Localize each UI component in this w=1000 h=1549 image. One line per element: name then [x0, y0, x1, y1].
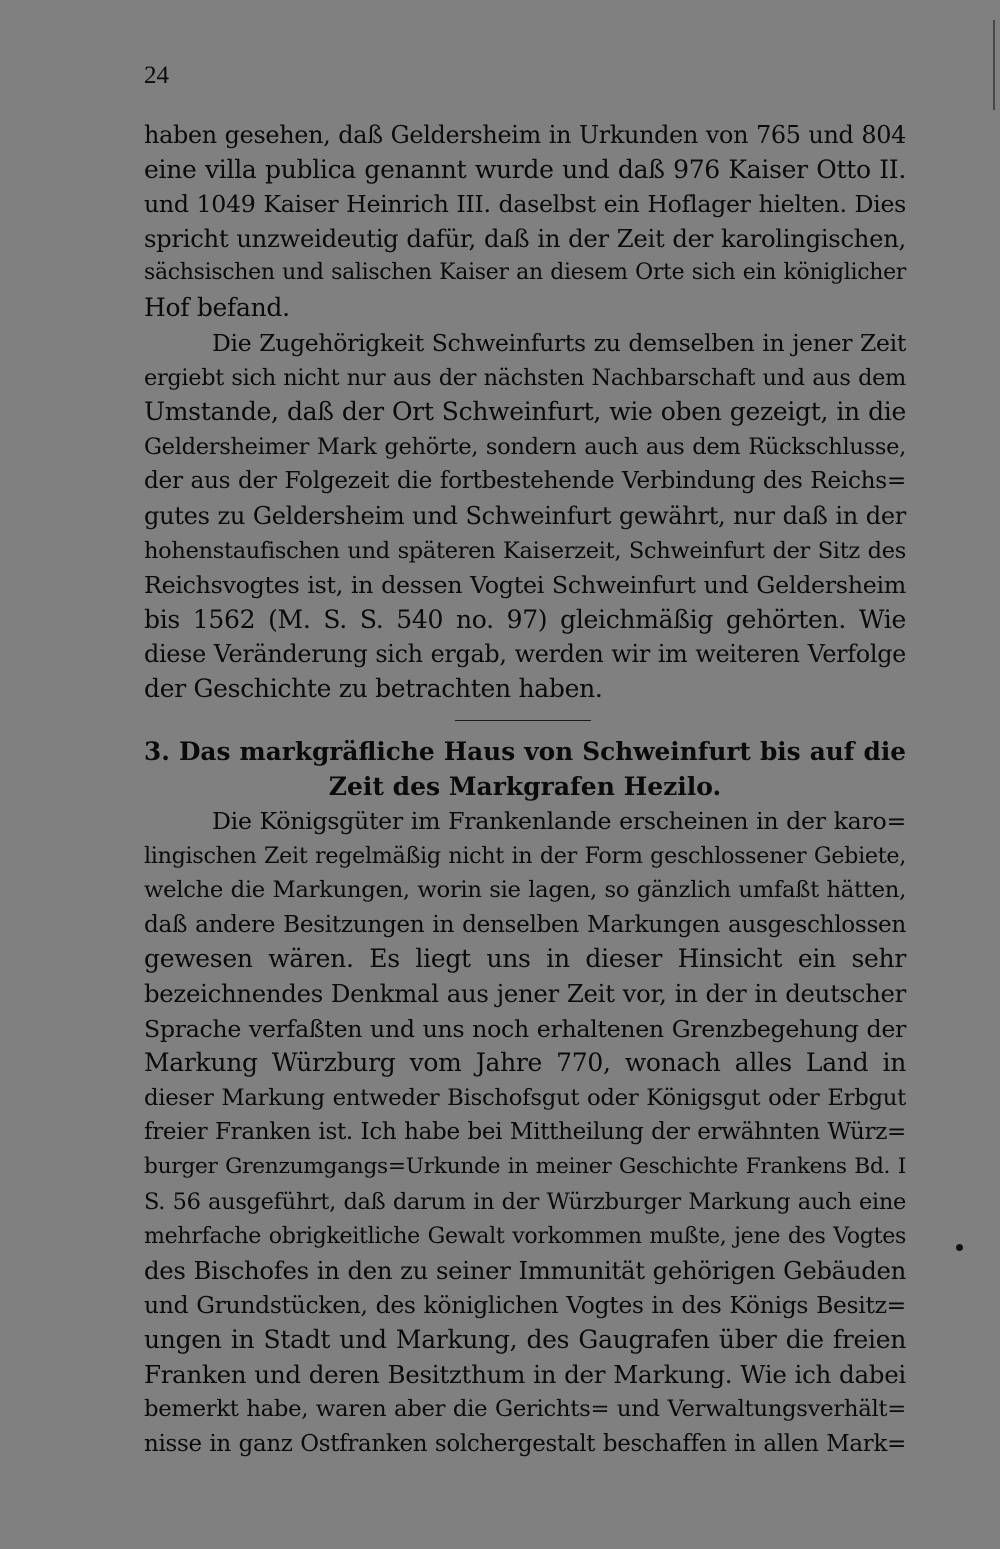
text-line: Hof befand.	[144, 292, 290, 322]
text-line: Franken und deren Besitzthum in der Markung. Wie ich dabei	[144, 1359, 906, 1389]
section-heading	[144, 734, 906, 804]
text-line: Markung Würzburg vom Jahre 770, wonach alles Land in	[144, 1048, 906, 1078]
section-divider	[455, 720, 591, 721]
text-line: welche die Markungen, worin sie lagen, so gänzlich umfaßt hätten,	[144, 877, 906, 904]
text-line: der aus der Folgezeit die fortbestehende Verbindung des Reichs=	[144, 467, 906, 495]
scan-edge-mark	[993, 20, 995, 110]
text-line: und Grundstücken, des königlichen Vogtes in des Königs Besitz=	[144, 1291, 906, 1320]
text-line: mehrfache obrigkeitliche Gewalt vorkommen mußte, jene des Vogtes	[144, 1223, 906, 1250]
paragraph-schweinfurt	[144, 326, 906, 707]
text-line: sächsischen und salischen Kaiser an diesem Orte sich ein königlicher	[144, 260, 906, 286]
text-line: Geldersheimer Mark gehörte, sondern auch aus dem Rückschlusse,	[144, 433, 906, 460]
text-line: hohenstaufischen und späteren Kaiserzeit, Schweinfurt der Sitz des	[144, 537, 906, 564]
text-line: daß andere Besitzungen in denselben Markungen ausgeschlossen	[144, 911, 906, 938]
section-heading-line: Zeit des Markgrafen Hezilo.	[328, 772, 722, 801]
text-line: ergiebt sich nicht nur aus der nächsten Nachbarschaft und aus dem	[144, 364, 906, 391]
text-line: bis 1562 (M. S. S. 540 no. 97) gleichmäßig gehörten. Wie	[144, 604, 906, 634]
ink-speck	[956, 1244, 963, 1251]
section-heading-line: 3. Das markgräfliche Haus von Schweinfurt bis auf die	[144, 737, 906, 766]
text-line: S. 56 ausgeführt, daß darum in der Würzburger Markung auch eine	[144, 1188, 906, 1215]
paragraph-geldersheim	[144, 118, 906, 326]
text-line: nisse in ganz Ostfranken solchergestalt beschaffen in allen Mark=	[144, 1430, 906, 1457]
text-line: Die Königsgüter im Frankenlande erscheinen in der karo=	[212, 807, 906, 835]
text-line: bezeichnendes Denkmal aus jener Zeit vor, in der in deutscher	[144, 978, 906, 1008]
text-line: Umstande, daß der Ort Schweinfurt, wie oben gezeigt, in die	[144, 397, 906, 427]
text-line: lingischen Zeit regelmäßig nicht in der Form geschlossener Gebiete,	[144, 842, 906, 869]
text-line: freier Franken ist. Ich habe bei Mittheilung der erwähnten Würz=	[144, 1119, 906, 1146]
text-line: und 1049 Kaiser Heinrich III. daselbst ein Hoflager hielten. Dies	[144, 190, 906, 219]
text-line: burger Grenzumgangs=Urkunde in meiner Geschichte Frankens Bd. I	[144, 1153, 906, 1179]
text-line: haben gesehen, daß Geldersheim in Urkunden von 765 und 804	[144, 121, 906, 149]
text-line: eine villa publica genannt wurde und daß 976 Kaiser Otto II.	[144, 154, 906, 184]
text-line: dieser Markung entweder Bischofsgut oder Königsgut oder Erbgut	[144, 1084, 906, 1111]
text-line: ungen in Stadt und Markung, des Gaugrafen über die freien	[144, 1324, 906, 1354]
text-line: Die Zugehörigkeit Schweinfurts zu demselben in jener Zeit	[212, 329, 906, 357]
text-line: spricht unzweideutig dafür, daß in der Zeit der karolingischen,	[144, 223, 906, 253]
text-line: Sprache verfaßten und uns noch erhaltenen Grenzbegehung der	[144, 1014, 906, 1043]
text-line: bemerkt habe, waren aber die Gerichts= und Verwaltungsverhält=	[144, 1396, 906, 1423]
paragraph-koenigsgueter	[144, 804, 906, 1461]
text-line: der Geschichte zu betrachten haben.	[144, 673, 603, 703]
text-line: Reichsvogtes ist, in dessen Vogtei Schweinfurt und Geldersheim	[144, 571, 906, 600]
page-number: 24	[144, 62, 169, 89]
text-line: diese Veränderung sich ergab, werden wir im weiteren Verfolge	[144, 640, 906, 669]
text-line: gewesen wären. Es liegt uns in dieser Hinsicht ein sehr	[144, 944, 906, 974]
text-line: des Bischofes in den zu seiner Immunität gehörigen Gebäuden	[144, 1255, 906, 1285]
text-line: gutes zu Geldersheim und Schweinfurt gewährt, nur daß in der	[144, 501, 906, 530]
